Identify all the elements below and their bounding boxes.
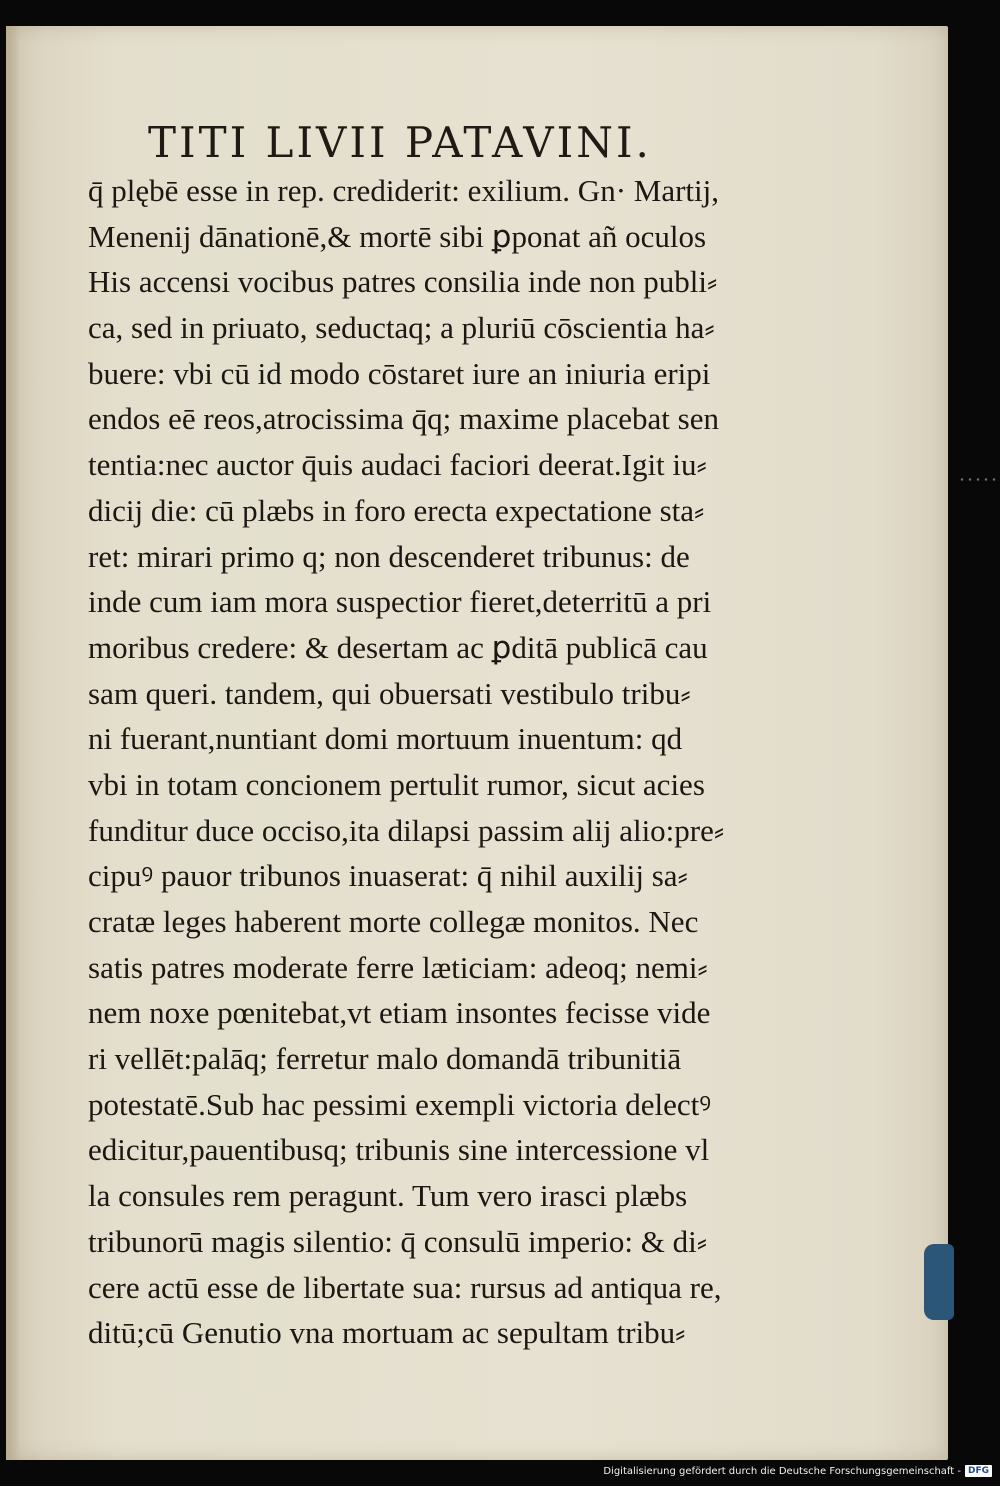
text-line: nem noxe pœnitebat,vt etiam insontes fecisse vide xyxy=(88,995,711,1031)
edge-dots xyxy=(958,478,998,481)
text-line: ri vellēt:palāq; ferretur malo domandā tribunitiā xyxy=(88,1041,682,1077)
text-line: His accensi vocibus patres consilia inde non publi⸗ xyxy=(88,264,718,300)
text-line: cere actū esse de libertate sua: rursus ad antiqua re, xyxy=(88,1269,722,1305)
text-line: vbi in totam concionem pertulit rumor, sicut acies xyxy=(88,766,705,802)
paper-tab-marker xyxy=(924,1244,954,1320)
text-line: ret: mirari primo q; non descenderet tribunus: de xyxy=(88,538,690,574)
text-line: la consules rem peragunt. Tum vero irasci plæbs xyxy=(88,1178,688,1214)
text-line: cratæ leges haberent morte collegæ monitos. Nec xyxy=(88,904,699,939)
text-line: tribunorū magis silentio: q̄ consulū imperio: & di⸗ xyxy=(88,1223,708,1259)
text-line: edicitur,pauentibusq; tribunis sine intercessione vl xyxy=(88,1132,710,1168)
text-line: cipuꝰ pauor tribunos inuaserat: q̄ nihil auxilij sa⸗ xyxy=(88,858,688,894)
text-line: endos eē reos,atrocissima q̄q; maxime placebat sen xyxy=(88,401,719,437)
text-line: ni fuerant,nuntiant domi mortuum inuentum: qd xyxy=(88,721,683,757)
text-line: ditū;cū Genutio vna mortuam ac sepultam tribu⸗ xyxy=(88,1315,686,1351)
footer-credit-text: Digitalisierung gefördert durch die Deutsche Forschungsgemeinschaft - xyxy=(603,1465,961,1477)
text-line: dicij die: cū plæbs in foro erecta expectatione sta⸗ xyxy=(88,492,705,528)
text-line: funditur duce occiso,ita dilapsi passim alij alio:pre⸗ xyxy=(88,812,725,848)
text-line: buere: vbi cū id modo cōstaret iure an iniuria eripi xyxy=(88,355,711,391)
dfg-logo: DFG xyxy=(965,1465,992,1477)
text-line: inde cum iam mora suspectior fieret,deterritū a pri xyxy=(88,584,712,620)
text-line: ca, sed in priuato, seductaq; a pluriū cōscientia ha⸗ xyxy=(88,310,715,346)
text-line: potestatē.Sub hac pessimi exempli victoria delectꝰ xyxy=(88,1086,712,1122)
text-line: moribus credere: & desertam ac ꝑditā publicā cau xyxy=(88,629,708,665)
text-line: sam queri. tandem, qui obuersati vestibulo tribu⸗ xyxy=(88,675,691,711)
text-line: satis patres moderate ferre læticiam: adeoq; nemi⸗ xyxy=(88,949,708,985)
running-head: TITI LIVII PATAVINI. xyxy=(148,118,652,167)
digitization-footer xyxy=(603,1462,992,1480)
text-line: Menenij dānationē,& mortē sibi ꝑponat añ oculos xyxy=(88,218,707,254)
text-block xyxy=(88,168,888,1356)
text-line: tentia:nec auctor q̄uis audaci faciori deerat.Igit iu⸗ xyxy=(88,447,707,483)
binding-shadow xyxy=(6,26,20,1460)
text-line: q̄ plębē esse in rep. crediderit: exilium. Gn· Martij, xyxy=(88,173,720,208)
